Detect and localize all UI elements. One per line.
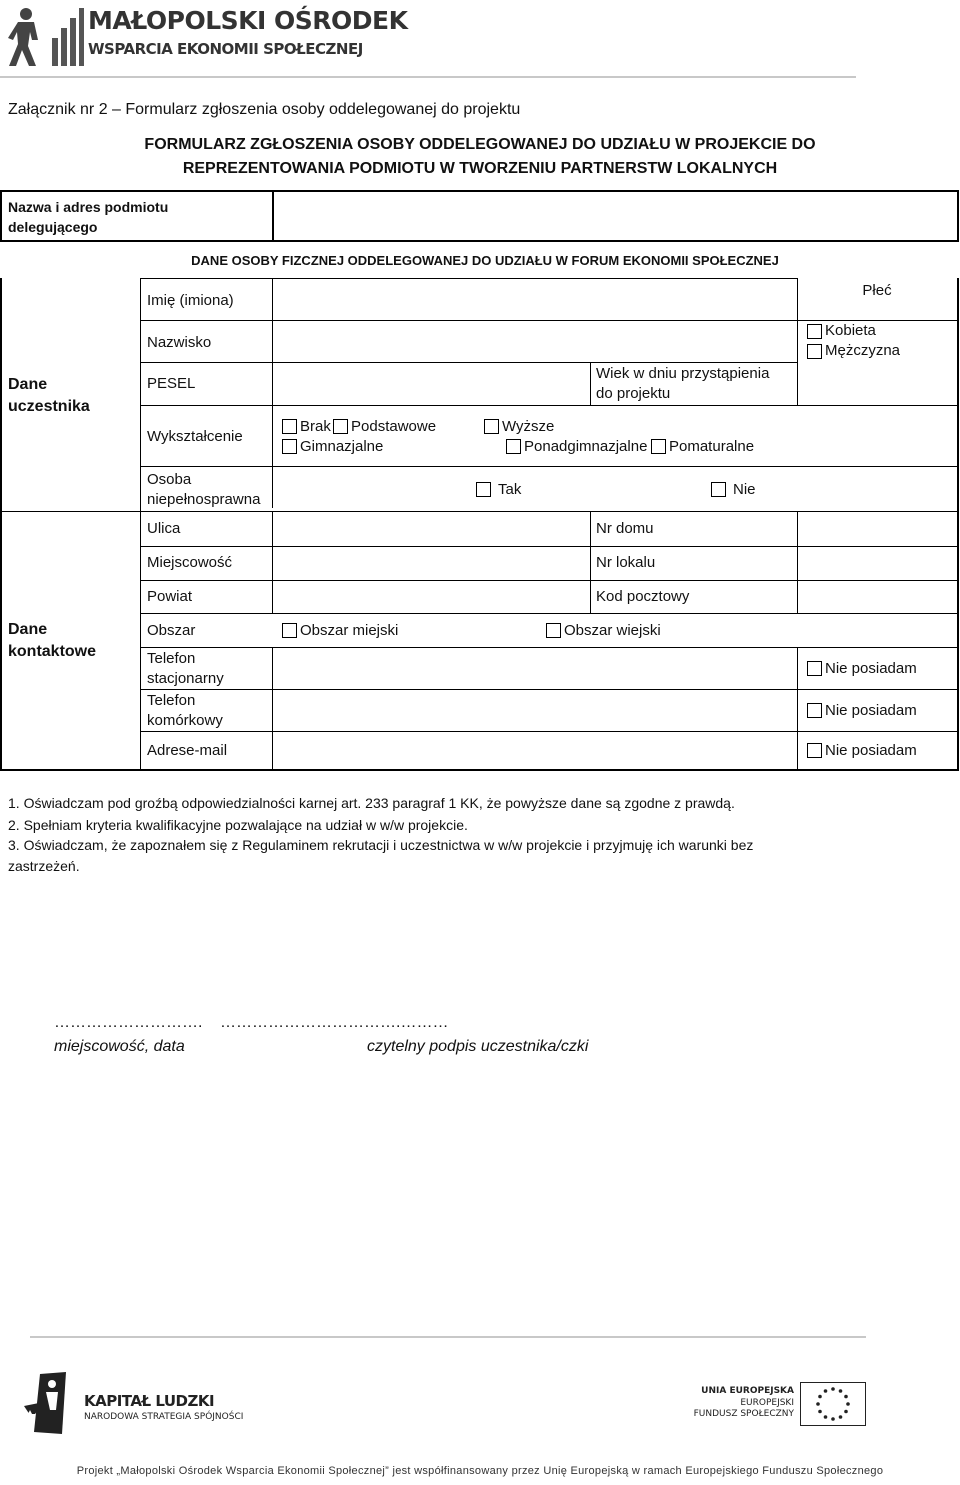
landline-input[interactable] (275, 649, 795, 688)
first-name-label: Imię (imiona) (147, 292, 234, 309)
age-label-line-2: do projektu (596, 385, 671, 402)
area-rural-checkbox[interactable] (546, 623, 561, 638)
edu-primary-label: Podstawowe (351, 418, 437, 435)
place-date-caption: miejscowość, data (54, 1038, 185, 1055)
participant-group-line-1: Dane (8, 376, 48, 393)
edu-pomaturalne-checkbox[interactable] (651, 439, 666, 454)
area-rural-label: Obszar wiejski (564, 622, 661, 639)
logo-line-1: MAŁOPOLSKI OŚRODEK (88, 6, 408, 35)
gender-male-label: Mężczyzna (825, 342, 901, 359)
entity-label-line-2: delegującego (8, 219, 98, 235)
email-none-checkbox[interactable] (807, 743, 822, 758)
edu-gimnazjalne-label: Gimnazjalne (300, 438, 384, 455)
postal-label: Kod pocztowy (596, 588, 690, 605)
signature-caption: czytelny podpis uczestnika/czki (367, 1038, 589, 1055)
form-title-line-1: FORMULARZ ZGŁOSZENIA OSOBY ODDELEGOWANEJ DO UDZIAŁU W PROJEKCIE DO (144, 136, 816, 153)
kapital-ludzki-logo (22, 1370, 252, 1438)
footer-project-note: Projekt „Małopolski Ośrodek Wsparcia Ekonomii Społecznej” jest współfinansowany przez Unię Europejską w ramach Europejskiego Funduszu Społecznego (76, 1465, 884, 1477)
footer-rule (30, 1336, 866, 1338)
kapital-ludzki-emblem-icon (22, 1370, 72, 1436)
disabled-yes-label: Tak (498, 481, 522, 498)
last-name-label: Nazwisko (147, 334, 212, 351)
edu-gimnazjalne-checkbox[interactable] (282, 439, 297, 454)
area-label: Obszar (147, 622, 196, 639)
disabled-no-checkbox[interactable] (711, 482, 726, 497)
declaration-3-line-1: 3. Oświadczam, że zapoznałem się z Regulaminem rekrutacji i uczestnictwa w w/w projekcie i przyjmuję ich warunki bez (8, 837, 754, 853)
disabled-yes-checkbox[interactable] (476, 482, 491, 497)
disabled-label-line-2: niepełnosprawna (147, 491, 261, 508)
education-label: Wykształcenie (147, 428, 243, 445)
eu-line-3: FUNDUSZ SPOŁECZNY (693, 1409, 794, 1419)
gender-label: Płeć (862, 282, 892, 299)
first-name-input[interactable] (275, 280, 795, 318)
entity-label-line-1: Nazwa i adres podmiotu (8, 199, 169, 215)
eu-flag-icon (800, 1382, 866, 1426)
participant-group-line-2: uczestnika (8, 398, 90, 415)
house-no-input[interactable] (800, 513, 955, 545)
contact-group-line-2: kontaktowe (8, 643, 97, 660)
gender-female-checkbox[interactable] (807, 324, 822, 339)
contact-group-line-1: Dane (8, 621, 48, 638)
edu-higher-label: Wyższe (502, 418, 555, 435)
logo-figure-icon (8, 6, 84, 68)
eu-line-2: EUROPEJSKI (740, 1398, 794, 1408)
header-logo (8, 4, 408, 70)
house-no-label: Nr domu (596, 520, 654, 537)
logo-line-2: WSPARCIA EKONOMII SPOŁECZNEJ (88, 40, 363, 58)
street-label: Ulica (147, 520, 181, 537)
pesel-input[interactable] (275, 364, 588, 404)
mobile-label-line-2: komórkowy (147, 712, 223, 729)
landline-label-line-1: Telefon (147, 650, 196, 667)
attachment-title: Załącznik nr 2 – Formularz zgłoszenia osoby oddelegowanej do projektu (8, 101, 521, 118)
place-date-dots[interactable]: ………………………. (54, 1014, 203, 1031)
eu-logo (693, 1378, 870, 1430)
county-label: Powiat (147, 588, 193, 605)
eu-line-1: UNIA EUROPEJSKA (701, 1386, 794, 1396)
kl-line-1: KAPITAŁ LUDZKI (84, 1392, 215, 1410)
landline-label-line-2: stacjonarny (147, 670, 224, 687)
entity-input[interactable] (276, 194, 954, 238)
county-input[interactable] (275, 582, 588, 612)
city-input[interactable] (275, 548, 588, 579)
street-input[interactable] (275, 513, 588, 545)
edu-ponadgimnazjalne-checkbox[interactable] (506, 439, 521, 454)
apt-no-label: Nr lokalu (596, 554, 656, 571)
mobile-none-label: Nie posiadam (825, 702, 917, 719)
mobile-label-line-1: Telefon (147, 692, 196, 709)
edu-none-checkbox[interactable] (282, 419, 297, 434)
landline-none-label: Nie posiadam (825, 660, 917, 677)
area-urban-label: Obszar miejski (300, 622, 399, 639)
last-name-input[interactable] (275, 322, 795, 360)
edu-ponadgimnazjalne-label: Ponadgimnazjalne (524, 438, 648, 455)
kl-line-2: NARODOWA STRATEGIA SPÓJNOŚCI (84, 1412, 244, 1422)
declaration-1: 1. Oświadczam pod groźbą odpowiedzialności karnej art. 233 paragraf 1 KK, że powyższe dane są zgodne z prawdą. (8, 795, 735, 811)
gender-female-label: Kobieta (825, 322, 876, 339)
disabled-label-line-1: Osoba (147, 471, 192, 488)
signature-dots[interactable]: …………………………….……… (220, 1014, 449, 1031)
age-label-line-1: Wiek w dniu przystąpienia (596, 365, 770, 382)
mobile-input[interactable] (275, 691, 795, 730)
edu-primary-checkbox[interactable] (333, 419, 348, 434)
email-none-label: Nie posiadam (825, 742, 917, 759)
edu-higher-checkbox[interactable] (484, 419, 499, 434)
edu-pomaturalne-label: Pomaturalne (669, 438, 755, 455)
gender-male-checkbox[interactable] (807, 344, 822, 359)
declaration-2: 2. Spełniam kryteria kwalifikacyjne pozwalające na udział w w/w projekcie. (8, 817, 468, 833)
landline-none-checkbox[interactable] (807, 661, 822, 676)
city-label: Miejscowość (147, 554, 233, 571)
header-rule (0, 76, 856, 78)
pesel-label: PESEL (147, 375, 196, 392)
email-input[interactable] (275, 733, 795, 768)
edu-none-label: Brak (300, 418, 331, 435)
email-label: Adrese-mail (147, 742, 228, 759)
declaration-3-line-2: zastrzeżeń. (8, 858, 80, 874)
mobile-none-checkbox[interactable] (807, 703, 822, 718)
postal-input[interactable] (800, 582, 955, 612)
disabled-no-label: Nie (733, 481, 756, 498)
section-header: DANE OSOBY FIZCZNEJ ODDELEGOWANEJ DO UDZIAŁU W FORUM EKONOMII SPOŁECZNEJ (191, 253, 779, 268)
form-title-line-2: REPREZENTOWANIA PODMIOTU W TWORZENIU PARTNERSTW LOKALNYCH (182, 160, 778, 177)
apt-no-input[interactable] (800, 548, 955, 579)
area-urban-checkbox[interactable] (282, 623, 297, 638)
